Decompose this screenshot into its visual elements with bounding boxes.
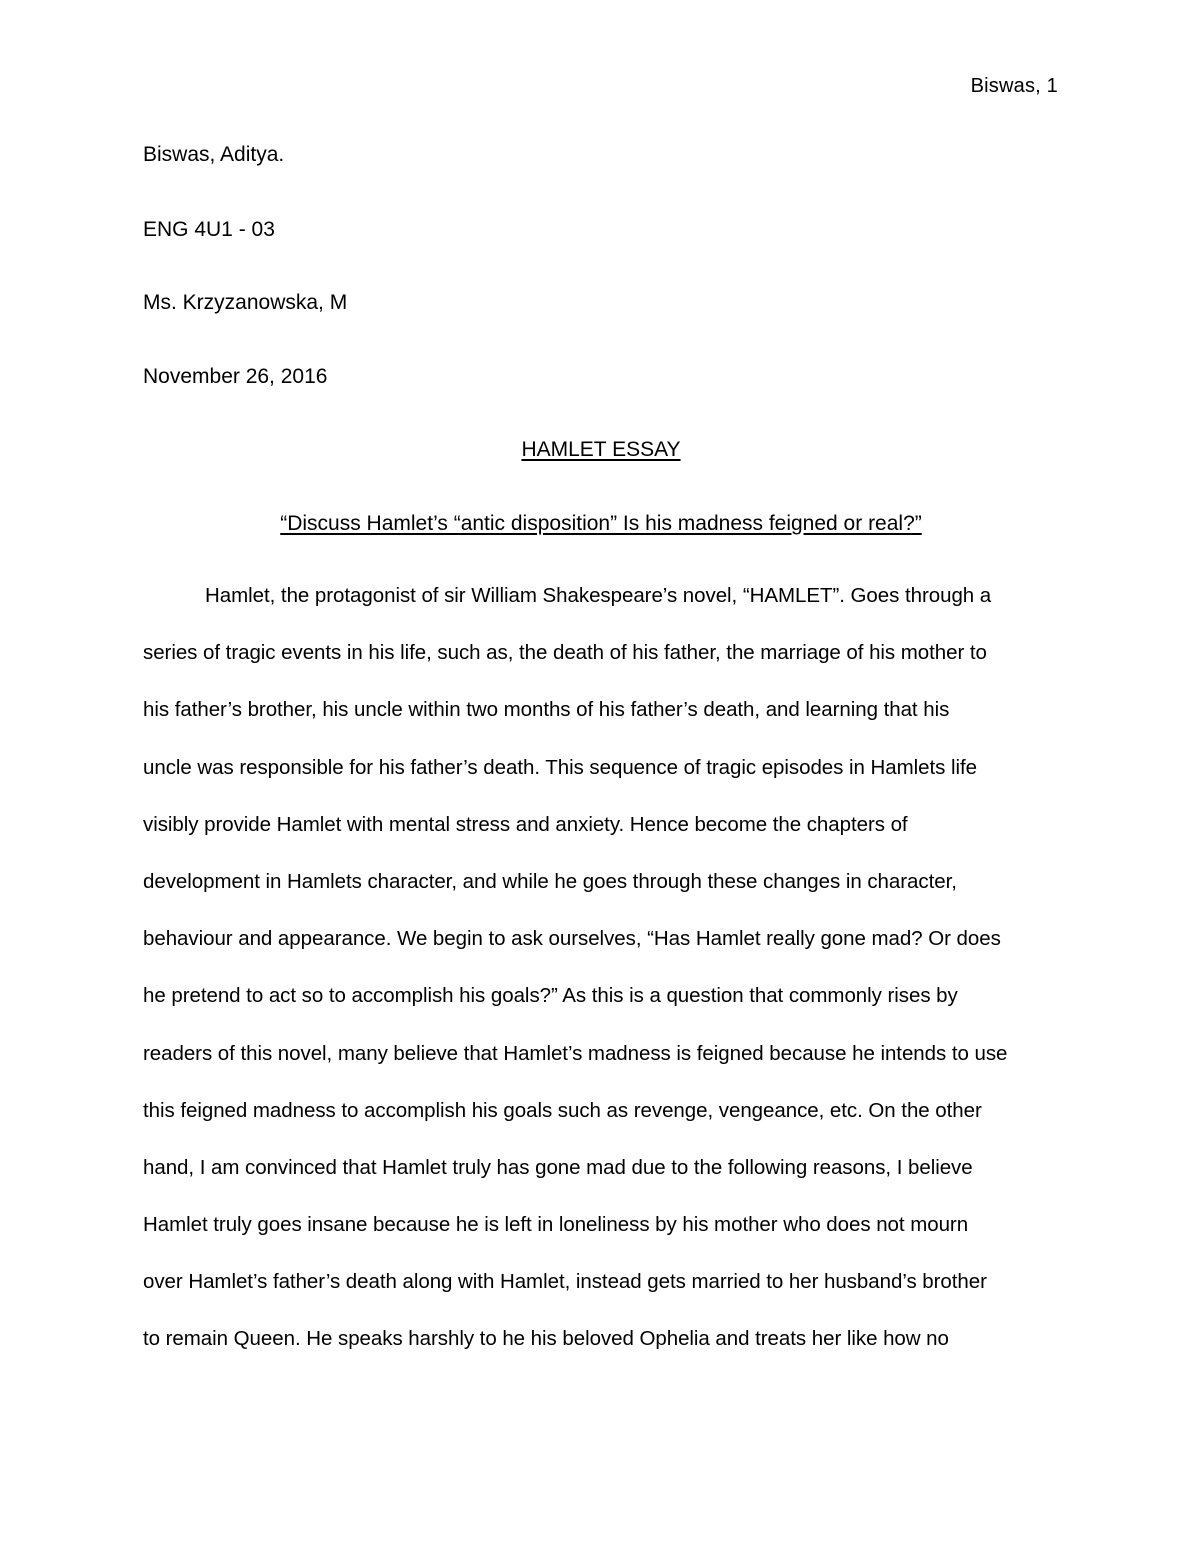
body-line: hand, I am convinced that Hamlet truly has gone mad due to the following reasons, I believe [143,1155,973,1179]
essay-prompt [143,510,1059,538]
essay-date: November 26, 2016 [143,365,328,388]
teacher-name: Ms. Krzyzanowska, M [143,291,348,314]
body-line: to remain Queen. He speaks harshly to he his beloved Ophelia and treats her like how no [143,1327,949,1351]
body-line: development in Hamlets character, and while he goes through these changes in character, [143,869,957,893]
essay-prompt-text: “Discuss Hamlet’s “antic disposition” Is his madness feigned or real?” [280,512,922,535]
essay-body [143,582,1059,1383]
essay-title-text: HAMLET ESSAY [521,438,681,461]
essay-title [143,436,1059,464]
body-line: behaviour and appearance. We begin to ask ourselves, “Has Hamlet really gone mad? Or does [143,927,1001,951]
body-line: he pretend to act so to accomplish his goals?” As this is a question that commonly rises by [143,984,958,1008]
student-name: Biswas, Aditya. [143,143,285,166]
running-header: Biswas, 1 [970,75,1058,97]
body-line: over Hamlet’s father’s death along with Hamlet, instead gets married to her husband’s brother [143,1270,987,1294]
body-line: readers of this novel, many believe that Hamlet’s madness is feigned because he intends to use [143,1041,1008,1065]
body-line: his father’s brother, his uncle within two months of his father’s death, and learning that his [143,698,950,722]
body-line: this feigned madness to accomplish his goals such as revenge, vengeance, etc. On the other [143,1098,982,1122]
body-line: uncle was responsible for his father’s death. This sequence of tragic episodes in Hamlets life [143,755,977,779]
body-line: Hamlet truly goes insane because he is left in loneliness by his mother who does not mourn [143,1213,969,1237]
body-line: series of tragic events in his life, such as, the death of his father, the marriage of his mother to [143,641,987,665]
course-code: ENG 4U1 - 03 [143,218,275,241]
body-line: Hamlet, the protagonist of sir William Shakespeare’s novel, “HAMLET”. Goes through a [205,584,992,607]
body-line: visibly provide Hamlet with mental stress and anxiety. Hence become the chapters of [143,812,908,836]
